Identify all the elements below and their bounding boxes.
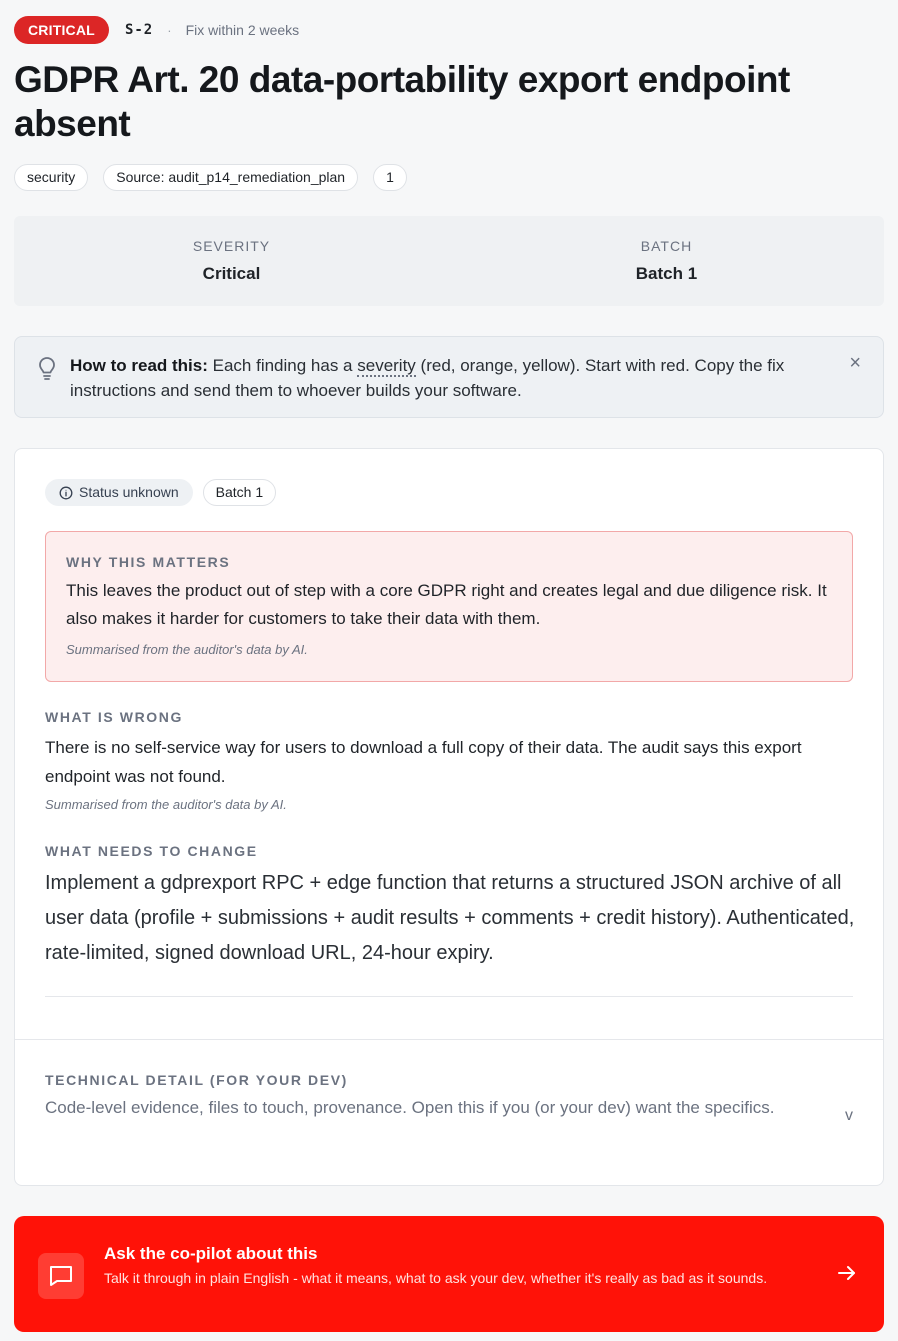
- severity-term[interactable]: severity: [357, 356, 416, 375]
- lightbulb-icon: [37, 357, 57, 381]
- stat-severity: [14, 238, 449, 284]
- card-divider: [15, 1039, 883, 1040]
- what-needs-to-change-body: Implement a gdprexport RPC + edge function that returns a structured JSON archive of all user data (profile + submissions + audit results + comments + credit history). Authenticated, rate-limited, signed download URL, 24-hour expiry.: [45, 872, 855, 964]
- summary-stats: [14, 216, 884, 306]
- chevron-down-icon[interactable]: v: [845, 1107, 853, 1124]
- technical-detail-heading[interactable]: TECHNICAL DETAIL (FOR YOUR DEV): [45, 1072, 348, 1088]
- how-to-read-banner: [14, 336, 884, 418]
- stat-severity-label: SEVERITY: [192, 238, 271, 254]
- what-is-wrong-heading: WHAT IS WRONG: [45, 709, 183, 725]
- ask-copilot-button[interactable]: [14, 1216, 884, 1332]
- finding-card: [14, 448, 884, 1186]
- technical-detail-description[interactable]: Code-level evidence, files to touch, provenance. Open this if you (or your dev) want the specifics.: [45, 1098, 775, 1117]
- ask-copilot-title: Ask the co-pilot about this: [104, 1244, 318, 1263]
- how-to-read-part1: Each finding has a: [207, 356, 358, 375]
- arrow-right-icon: [836, 1262, 858, 1284]
- what-needs-to-change-heading: WHAT NEEDS TO CHANGE: [45, 843, 258, 859]
- batch-chip: Batch 1: [203, 479, 276, 506]
- page-title: GDPR Art. 20 data-portability export endpoint absent: [14, 59, 790, 144]
- how-to-read-lead: How to read this:: [70, 356, 208, 375]
- stat-batch: [449, 238, 884, 284]
- fix-deadline: Fix within 2 weeks: [185, 22, 300, 38]
- severity-badge: CRITICAL: [14, 16, 109, 44]
- why-heading: WHY THIS MATTERS: [66, 554, 231, 570]
- status-badge: [45, 479, 193, 506]
- close-icon[interactable]: ×: [849, 352, 861, 374]
- what-is-wrong-ai-note: Summarised from the auditor's data by AI.: [45, 797, 287, 812]
- tag-count: 1: [373, 164, 407, 191]
- how-to-read-part2: (red, orange, yellow). Start with red. Copy the fix instructions and send them to whoever builds your software.: [70, 356, 785, 400]
- status-badge-label: Status unknown: [79, 484, 179, 500]
- stat-batch-label: BATCH: [640, 238, 693, 254]
- tag-source: Source: audit_p14_remediation_plan: [103, 164, 358, 191]
- tag-list: [14, 164, 407, 191]
- section-divider: [45, 996, 853, 997]
- why-ai-note: Summarised from the auditor's data by AI.: [66, 642, 308, 657]
- finding-header-line: [14, 16, 299, 44]
- how-to-read-text: [70, 353, 840, 403]
- ask-copilot-subtitle: Talk it through in plain English - what it means, what to ask your dev, whether it's really as bad as it sounds.: [104, 1270, 768, 1286]
- stat-severity-value: Critical: [202, 264, 261, 283]
- what-is-wrong-body: There is no self-service way for users to download a full copy of their data. The audit says this export endpoint was not found.: [45, 738, 802, 786]
- finding-code: S-2: [124, 22, 154, 38]
- separator-dot: ·: [167, 22, 172, 38]
- stat-batch-value: Batch 1: [635, 264, 698, 283]
- chat-bubble-icon: [38, 1253, 84, 1299]
- info-circle-icon: [59, 486, 73, 500]
- finding-chips: [45, 479, 276, 506]
- why-this-matters-panel: [45, 531, 853, 682]
- why-body: This leaves the product out of step with a core GDPR right and creates legal and due diligence risk. It also makes it harder for customers to take their data with them.: [66, 581, 827, 628]
- tag-category: security: [14, 164, 88, 191]
